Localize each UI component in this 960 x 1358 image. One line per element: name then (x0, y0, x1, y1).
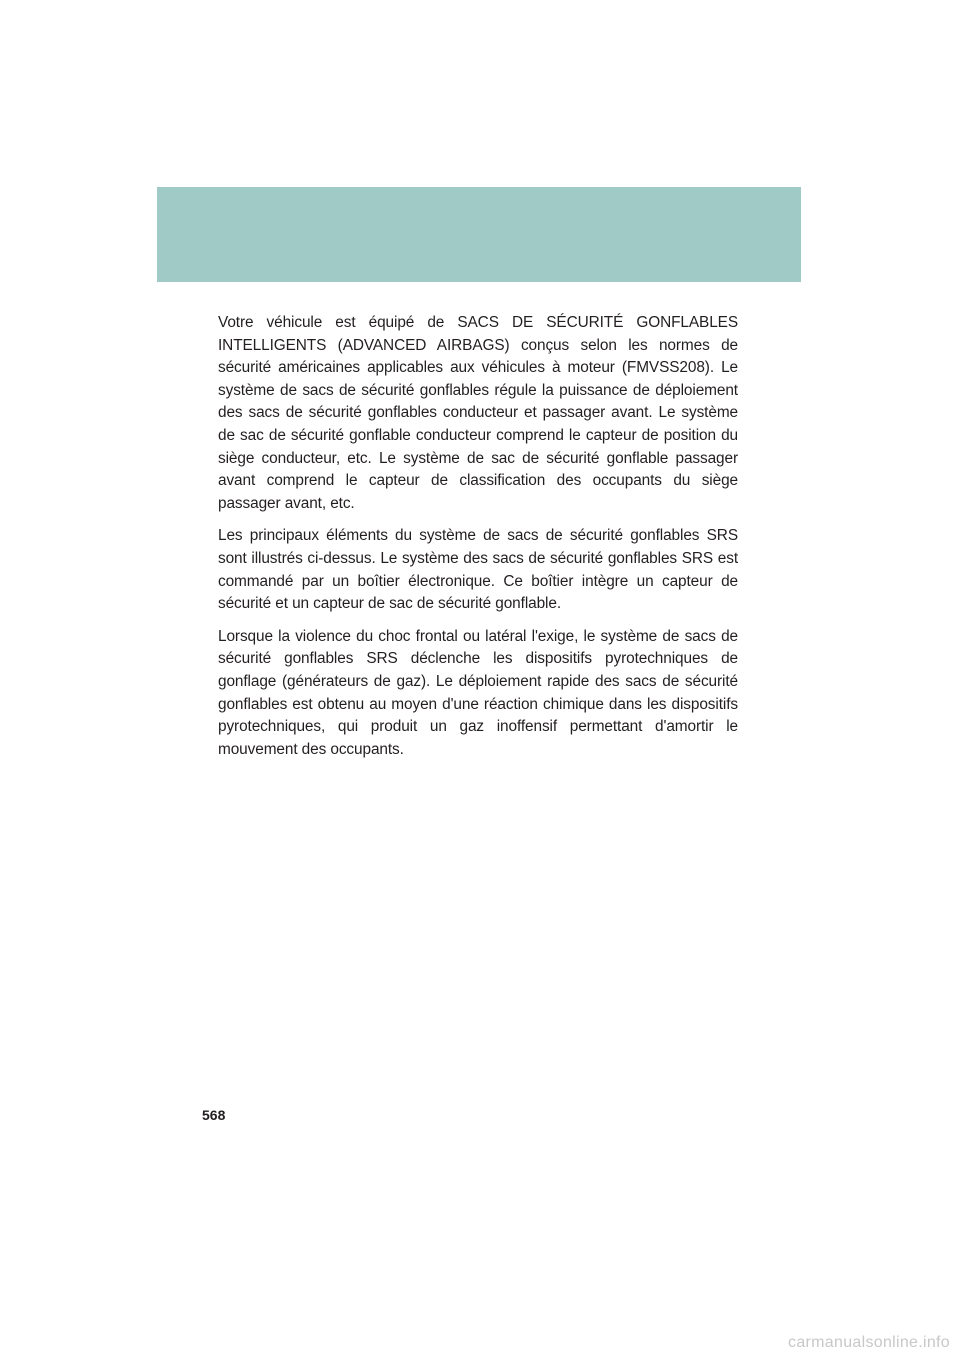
paragraph-deployment: Lorsque la violence du choc frontal ou latéral l'exige, le système de sacs de sécurité gonflables SRS déclenche les dispositifs pyrotechniques de gonflage (générateurs de gaz). Le déploiement rapide des sacs de sécurité gonflables est obtenu au moyen d'une réaction chimique dans les dispositifs pyrotechniques, qui produit un gaz inoffensif permettant d'amortir le mouvement des occupants. (218, 627, 738, 758)
body-text (218, 312, 738, 771)
paragraph-advanced-airbags: Votre véhicule est équipé de SACS DE SÉCURITÉ GONFLABLES INTELLIGENTS (ADVANCED AIRBAGS) conçus selon les normes de sécurité américaines applicables aux véhicules à moteur (FMVSS208). Le système de sacs de sécurité gonflables régule la puissance de déploiement des sacs de sécurité gonflables conducteur et passager avant. Le système de sac de sécurité gonflable conducteur comprend le capteur de position du siège conducteur, etc. Le système de sac de sécurité gonflable passager avant comprend le capteur de classification des occupants du siège passager avant, etc. (218, 314, 738, 512)
watermark: carmanualsonline.info (788, 1334, 950, 1351)
paragraph-srs-components: Les principaux éléments du système de sacs de sécurité gonflables SRS sont illustrés ci-dessus. Le système des sacs de sécurité gonflables SRS est commandé par un boîtier électronique. Ce boîtier intègre un capteur de sécurité et un capteur de sac de sécurité gonflable. (218, 527, 738, 613)
page-number: 568 (202, 1107, 226, 1123)
header-band (157, 187, 801, 282)
